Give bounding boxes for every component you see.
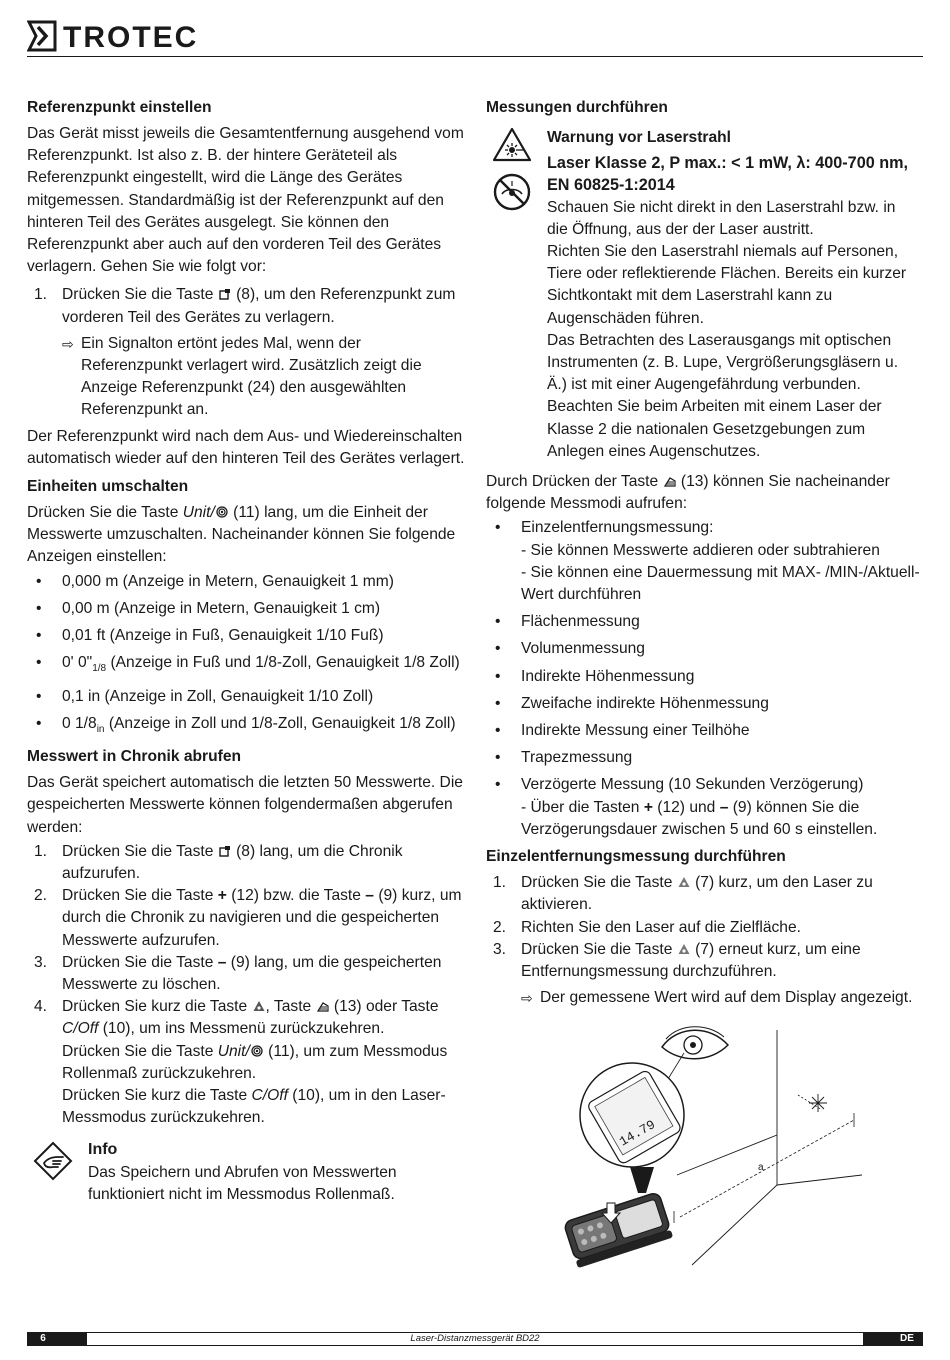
list-item: 2. Richten Sie den Laser auf die Zielfläche. xyxy=(493,918,801,936)
messmodi-intro: Durch Drücken der Taste (13) können Sie nacheinander folgende Messmodi aufrufen: xyxy=(486,473,890,513)
right-column xyxy=(486,97,920,1013)
no-direct-viewing-icon xyxy=(492,172,532,212)
left-column xyxy=(27,97,465,1206)
minus-key-icon: – xyxy=(365,887,374,905)
result-note: ⇨ Der gemessene Wert wird auf dem Display angezeigt. xyxy=(521,987,920,1009)
list-item: • Einzelentfernungsmessung: - Sie können Messwerte addieren oder subtrahieren - Sie können eine Dauermessung mit MAX- /MIN-/Aktuell-Wert durchführen xyxy=(495,519,920,604)
measurement-illustration xyxy=(562,1025,862,1275)
heading-einzelentfernung: Einzelentfernungsmessung durchführen xyxy=(486,848,786,866)
trotec-logo xyxy=(27,18,237,54)
reference-point-key-icon xyxy=(219,845,231,857)
brand-text: TROTEC xyxy=(63,21,199,54)
list-item-continuation: Drücken Sie kurz die Taste C/Off (10), um in den Laser-Messmodus zurückzukehren. xyxy=(62,1086,446,1127)
heading-chronik: Messwert in Chronik abrufen xyxy=(27,748,242,766)
display-value: 14.79 xyxy=(616,1117,659,1150)
list-item: 3. Drücken Sie die Taste (7) erneut kurz, um eine Entfernungsmessung durchzuführen. xyxy=(493,940,861,980)
referenzpunkt-outro: Der Referenzpunkt wird nach dem Aus- und Wiedereinschalten automatisch wieder auf den hinteren Teil des Gerätes verlagert. xyxy=(27,427,465,467)
reference-point-key-icon xyxy=(219,288,231,300)
referenzpunkt-intro: Das Gerät misst jeweils die Gesamtentfernung ausgehend vom Referenzpunkt. Ist also z. B. der hintere Geräteteil als Referenzpunkt eingestellt, wird die Länge des Gerätes mitgemessen. Standardmäßig ist der Referenzpunkt auf den hinteren Teil des Gerätes ausgelegt. Sie können den Referenzpunkt aber auch auf den vorderen Teil des Gerätes verlagern. Gehen Sie wie folgt vor: xyxy=(27,125,464,276)
chronik-intro: Das Gerät speichert automatisch die letzten 50 Messwerte. Die gespeicherten Messwerte können folgendermaßen abgerufen werden: xyxy=(27,774,463,836)
header-divider xyxy=(27,56,923,57)
heading-einheiten: Einheiten umschalten xyxy=(27,478,189,496)
einzelentfernung-steps xyxy=(486,872,920,983)
minus-key-icon: – xyxy=(719,798,729,816)
mode-key-icon xyxy=(317,1000,329,1012)
laser-norm: EN 60825-1:2014 xyxy=(547,176,675,195)
list-item: 4. Drücken Sie kurz die Taste , Taste (13) oder Taste C/Off (10), um ins Messmenü zurückzukehren. Drücken Sie die Taste Unit/ (11), um zum Messmodus Rollenmaß zurückzukehren. Drücken Sie kurz die Taste C/Off (10), um in den Laser-Messmodus zurückzukehren. xyxy=(27,996,465,1129)
info-title: Info xyxy=(88,1141,118,1159)
list-item: • 0 $1/8_{in}$ (Anzeige in Zoll und 1/8-Zoll, Genauigkeit 1/8 Zoll) xyxy=(36,714,456,735)
list-item: 1. Drücken Sie die Taste (8), um den Referenzpunkt zum vorderen Teil des Gerätes zu verlagern. xyxy=(34,286,456,326)
mode-key-icon xyxy=(664,475,676,487)
info-text: Das Speichern und Abrufen von Messwerten funktioniert nicht im Messmodus Rollenmaß. xyxy=(88,1163,397,1203)
laser-key-icon xyxy=(678,876,690,888)
mode-list xyxy=(486,517,920,841)
result-arrow-icon: ⇨ xyxy=(62,335,74,352)
list-item: • 0,000 m (Anzeige in Metern, Genauigkeit 1 mm) xyxy=(36,572,394,590)
plus-key-icon: + xyxy=(643,798,653,816)
warning-text: Beachten Sie beim Arbeiten mit einem Laser der Klasse 2 die nationalen Gesetzgebungen zum Anlegen eines Augenschutzes. xyxy=(547,398,882,460)
language-code: DE xyxy=(900,1333,914,1344)
list-item-continuation: Drücken Sie die Taste Unit/ (11), um zum Messmodus Rollenmaß zurückzukehren. xyxy=(62,1042,448,1082)
page-footer xyxy=(27,1332,923,1346)
list-item: • Zweifache indirekte Höhenmessung xyxy=(495,694,769,712)
laser-target-icon xyxy=(809,1094,827,1112)
list-item: • 0,01 ft (Anzeige in Fuß, Genauigkeit 1/10 Fuß) xyxy=(36,627,384,645)
heading-messungen: Messungen durchführen xyxy=(486,99,668,116)
list-item: 1. Drücken Sie die Taste (7) kurz, um den Laser zu aktivieren. xyxy=(493,874,873,914)
distance-dimension xyxy=(674,1095,854,1223)
footer-title: Laser-Distanzmessgerät BD22 xyxy=(87,1333,863,1345)
laser-warning-icon xyxy=(492,127,532,163)
laser-key-icon xyxy=(253,1000,265,1012)
chronik-steps xyxy=(27,841,465,1130)
unit-key-icon xyxy=(251,1045,263,1057)
laser-class: Laser Klasse 2, P max.: < 1 mW, λ: 400-700 nm, xyxy=(547,154,908,173)
list-item: 1. Drücken Sie die Taste (8) lang, um die Chronik aufzurufen. xyxy=(34,842,403,882)
list-item: • Verzögerte Messung (10 Sekunden Verzögerung) - Über die Tasten + (12) und – (9) können Sie die Verzögerungsdauer zwischen 5 und 60 s einstellen. xyxy=(495,776,878,838)
info-hand-icon xyxy=(33,1141,73,1181)
list-item: • 0,1 in (Anzeige in Zoll, Genauigkeit 1/10 Zoll) xyxy=(36,687,374,705)
room-lines xyxy=(677,1030,862,1265)
minus-key-icon: – xyxy=(217,953,227,971)
callout-arrow xyxy=(630,1167,654,1193)
list-item: • Flächenmessung xyxy=(495,613,640,631)
result-arrow-icon: ⇨ xyxy=(521,990,533,1007)
referenzpunkt-steps xyxy=(27,284,465,328)
plus-key-icon: + xyxy=(217,887,227,905)
warning-text: Schauen Sie nicht direkt in den Laserstrahl bzw. in die Öffnung, aus der der Laser austritt. xyxy=(547,198,896,238)
list-item: 3. Drücken Sie die Taste – (9) lang, um die gespeicherten Messwerte zu löschen. xyxy=(34,953,442,993)
laser-distance-meter xyxy=(563,1192,673,1269)
page-number: 6 xyxy=(40,1333,46,1344)
list-item: • Indirekte Messung einer Teilhöhe xyxy=(495,722,750,740)
list-item: • 0,00 m (Anzeige in Metern, Genauigkeit 1 cm) xyxy=(36,599,381,617)
laser-key-icon xyxy=(678,943,690,955)
warning-text: Richten Sie den Laserstrahl niemals auf Personen, Tiere oder reflektierende Flächen. Bereits ein kurzer Sichtkontakt mit dem Laserstrahl kann zu Augenschäden führen. xyxy=(547,243,907,327)
einheiten-intro: Drücken Sie die Taste Unit/ (11) lang, um die Einheit der Messwerte umzuschalten. Nacheinander können Sie folgende Anzeigen einstellen: xyxy=(27,504,456,566)
list-item: • Indirekte Höhenmessung xyxy=(495,667,695,685)
laser-warning xyxy=(486,127,920,463)
info-box xyxy=(27,1139,465,1206)
list-item: • Volumenmessung xyxy=(495,640,645,658)
distance-label: a xyxy=(758,1162,764,1173)
heading-referenzpunkt: Referenzpunkt einstellen xyxy=(27,99,212,116)
unit-list xyxy=(27,571,465,741)
list-item: • Trapezmessung xyxy=(495,749,633,767)
list-item: • 0' $0"_{1/8}$ (Anzeige in Fuß und 1/8-Zoll, Genauigkeit 1/8 Zoll) xyxy=(36,654,460,675)
list-item: 2. Drücken Sie die Taste + (12) bzw. die Taste – (9) kurz, um durch die Chronik zu navigieren und die gespeicherten Messwerte aufzurufen. xyxy=(34,887,462,949)
eye-icon xyxy=(662,1027,728,1059)
result-note: ⇨ Ein Signalton ertönt jedes Mal, wenn der Referenzpunkt verlagert wird. Zusätzlich zeigt die Anzeige Referenzpunkt (24) den ausgewählten Referenzpunkt an. xyxy=(62,334,422,419)
warning-text: Das Betrachten des Laserausgangs mit optischen Instrumenten (z. B. Lupe, Vergrößerungsgläsern u. Ä.) ist mit einer Augengefährdung verbunden. xyxy=(547,331,899,394)
warning-title: Warnung vor Laserstrahl xyxy=(547,129,731,146)
unit-key-icon xyxy=(216,506,228,518)
